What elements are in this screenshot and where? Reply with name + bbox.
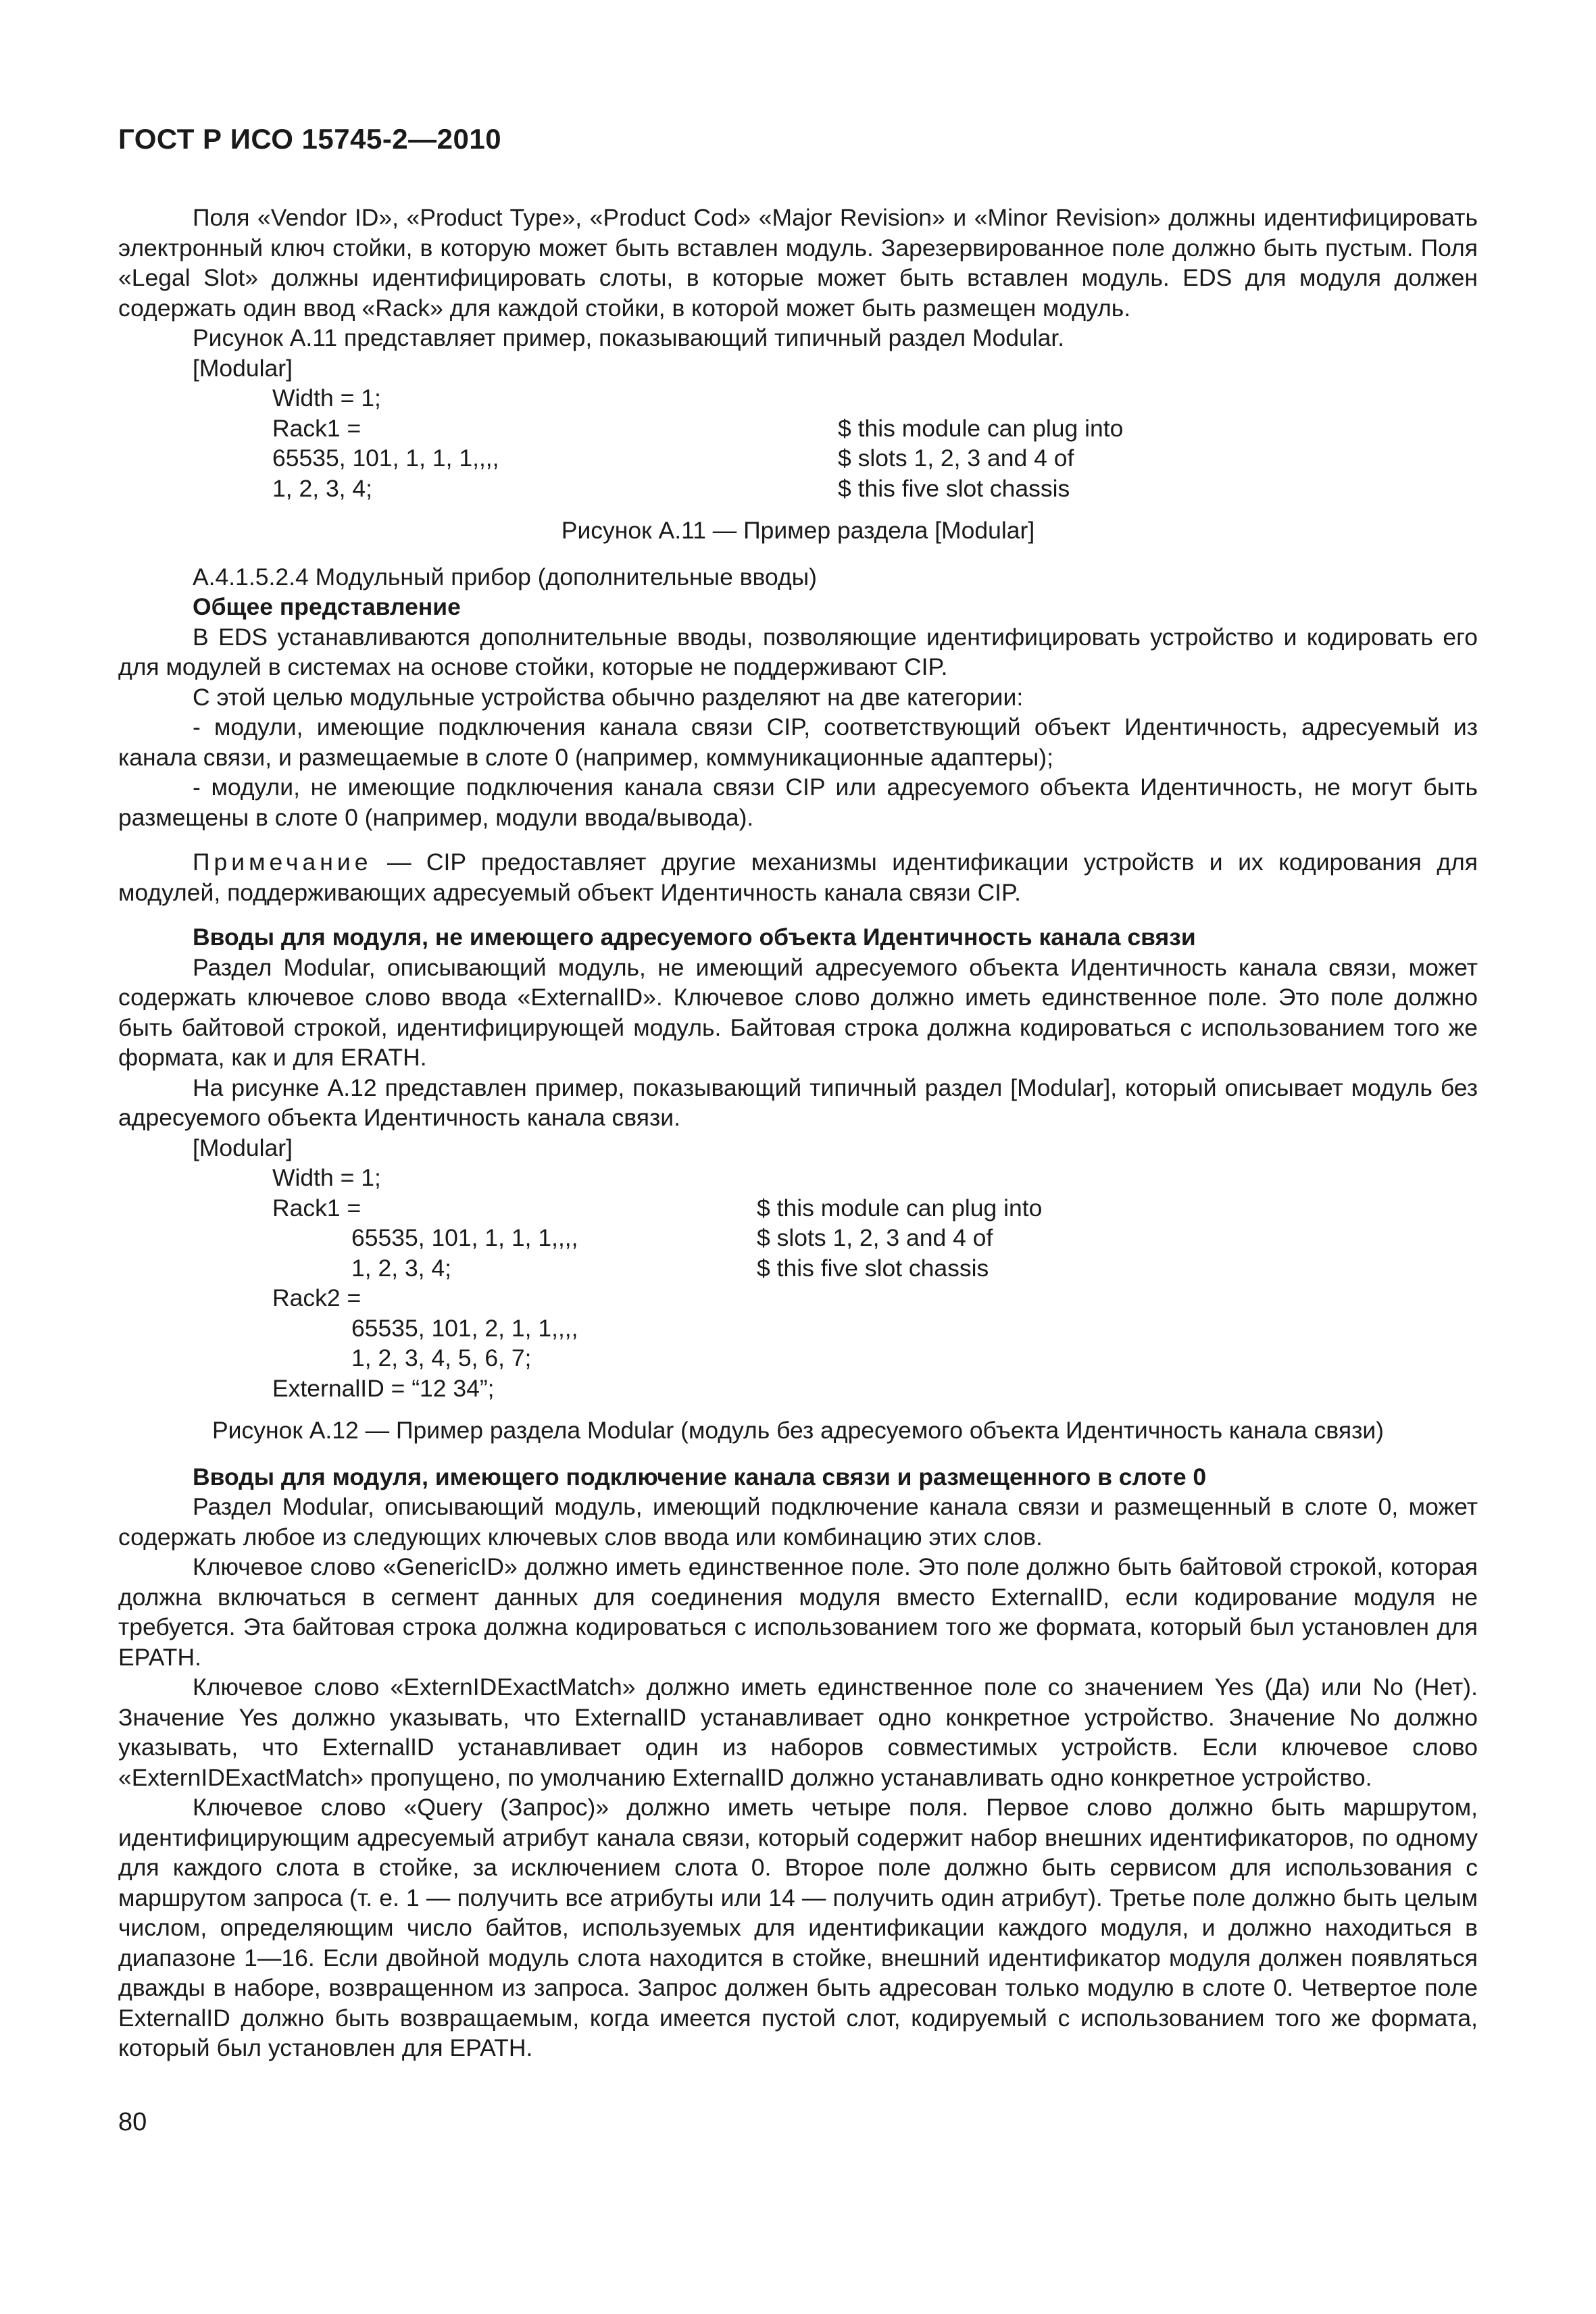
section-heading: Общее представление <box>193 593 461 620</box>
code-comment: $ this module can plug into <box>757 1194 1043 1222</box>
code-left: [Modular] <box>193 354 293 382</box>
paragraph: Поля «Vendor ID», «Product Type», «Product Cod» «Major Revision» и «Minor Revision» должны идентифицировать электронный ключ стойки, в которую может быть вставлен модуль. Зарезервированное поле должно быть пустым. Поля «Legal Slot» должны идентифицировать слоты, в которые может быть вставлен модуль. EDS для модуля должен содержать один ввод «Rack» для каждой стойки, в которой может быть размещен модуль. <box>118 204 1478 322</box>
paragraph: Ключевое слово «Query (Запрос)» должно иметь четыре поля. Первое слово должно быть маршрутом, идентифицирующим адресуемый атрибут канала связи, который содержит набор внешних идентификаторов, по одному для каждого слота в стойке, за исключением слота 0. Второе поле должно быть сервисом для использования с маршрутом запроса (т. е. 1 — получить все атрибуты или 14 — получить один атрибут). Третье поле должно быть целым числом, определяющим число байтов, используемых для идентификации каждого модуля, и должно находиться в диапазоне 1—16. Если двойной модуль слота находится в стойке, внешний идентификатор модуля должен появляться дважды в наборе, возвращенном из запроса. Запрос должен быть адресован только модулю в слоте 0. Четвертое поле ExternalID должно быть возвращаемым, когда имеется пустой слот, кодируемый с использованием того же формата, который был установлен для EPATH. <box>118 1794 1478 2061</box>
code-comment: $ this five slot chassis <box>838 474 1070 502</box>
paragraph: На рисунке А.12 представлен пример, показывающий типичный раздел [Modular], который описывает модуль без адресуемого объекта Идентичность канала связи. <box>118 1074 1478 1131</box>
subsection-heading: Вводы для модуля, имеющего подключение канала связи и размещенного в слоте 0 <box>193 1463 1207 1490</box>
figure-caption: Рисунок А.12 — Пример раздела Modular (модуль без адресуемого объекта Идентичность канала связи) <box>211 1417 1385 1444</box>
figure-a11-code <box>118 353 1478 504</box>
paragraph: Ключевое слово «GenericID» должно иметь единственное поле. Это поле должно быть байтовой строкой, которая должна включаться в сегмент данных для соединения модуля вместо ExternalID, если кодирование модуля не требуется. Эта байтовая строка должна кодироваться с использованием того же формата, который был установлен для EPATH. <box>118 1553 1478 1671</box>
figure-caption: Рисунок А.11 — Пример раздела [Modular] <box>561 517 1035 544</box>
code-comment: $ this module can plug into <box>838 414 1124 442</box>
code-line <box>118 1163 1478 1193</box>
code-left: 65535, 101, 1, 1, 1,,,, <box>351 1224 578 1251</box>
code-left: 1, 2, 3, 4; <box>351 1254 452 1282</box>
code-left: 1, 2, 3, 4, 5, 6, 7; <box>351 1344 532 1372</box>
code-line <box>118 1253 1478 1284</box>
code-left: Rack1 = <box>272 1194 361 1222</box>
code-line <box>118 1283 1478 1313</box>
code-line <box>118 1133 1478 1163</box>
paragraph: Раздел Modular, описывающий модуль, имеющий подключение канала связи и размещенный в слоте 0, может содержать любое из следующих ключевых слов ввода или комбинацию этих слов. <box>118 1493 1478 1551</box>
code-left: ExternalID = “12 34”; <box>272 1374 495 1402</box>
code-left: 1, 2, 3, 4; <box>272 474 373 502</box>
note-label: Примечание <box>193 849 372 876</box>
code-left: 65535, 101, 2, 1, 1,,,, <box>351 1314 578 1342</box>
document-header: ГОСТ Р ИСО 15745-2—2010 <box>118 123 502 155</box>
code-left: [Modular] <box>193 1134 293 1161</box>
paragraph: С этой целью модульные устройства обычно разделяют на две категории: <box>193 683 1024 711</box>
code-line <box>118 1313 1478 1344</box>
code-left: Width = 1; <box>272 1164 381 1191</box>
code-comment: $ this five slot chassis <box>757 1254 989 1282</box>
list-item: - модули, имеющие подключения канала связи CIP, соответствующий объект Идентичность, адресуемый из канала связи, и размещаемые в слоте 0 (например, коммуникационные адаптеры); <box>118 713 1478 771</box>
code-comment: $ slots 1, 2, 3 and 4 of <box>838 445 1074 472</box>
code-comment: $ slots 1, 2, 3 and 4 of <box>757 1224 993 1251</box>
code-line <box>118 1343 1478 1374</box>
list-item: - модули, не имеющие подключения канала связи CIP или адресуемого объекта Идентичность, не могут быть размещены в слоте 0 (например, модули ввода/вывода). <box>118 774 1478 831</box>
paragraph: Раздел Modular, описывающий модуль, не имеющий адресуемого объекта Идентичность канала связи, может содержать ключевое слово ввода «ExternalID». Ключевое слово должно иметь единственное поле. Это поле должно быть байтовой строкой, идентифицирующей модуль. Байтовая строка должна кодироваться с использованием того же формата, как и для ERATH. <box>118 953 1478 1071</box>
note-text: — CIP предоставляет другие механизмы идентификации устройств и их кодирования для модулей, поддерживающих адресуемый объект Идентичность канала связи CIP. <box>118 849 1478 906</box>
page-content <box>118 203 1478 2063</box>
subsection-heading: Вводы для модуля, не имеющего адресуемого объекта Идентичность канала связи <box>193 924 1196 951</box>
section-number: А.4.1.5.2.4 Модульный прибор (дополнительные вводы) <box>193 563 818 590</box>
code-left: Rack1 = <box>272 414 361 442</box>
paragraph: Ключевое слово «ExternIDExactMatch» должно иметь единственное поле со значением Yes (Да) или No (Нет). Значение Yes должно указывать, что ExternalID устанавливает одно конкретное устройство. Значение No должно указывать, что ExternalID устанавливает один из наборов совместимых устройств. Если ключевое слово «ExternIDExactMatch» пропущено, по умолчанию ExternalID должно устанавливать одно конкретное устройство. <box>118 1674 1478 1791</box>
code-line <box>118 443 1478 474</box>
paragraph: В EDS устанавливаются дополнительные вводы, позволяющие идентифицировать устройство и кодировать его для модулей в системах на основе стойки, которые не поддерживают CIP. <box>118 623 1478 680</box>
code-line <box>118 1193 1478 1224</box>
code-left: Rack2 = <box>272 1284 361 1311</box>
note <box>118 847 1478 907</box>
code-left: Width = 1; <box>272 384 381 411</box>
code-line <box>118 1223 1478 1253</box>
code-line <box>118 353 1478 384</box>
page-number: 80 <box>118 2108 147 2136</box>
figure-a12-code <box>118 1133 1478 1404</box>
code-line <box>118 1374 1478 1404</box>
code-line <box>118 474 1478 504</box>
code-line <box>118 383 1478 413</box>
code-left: 65535, 101, 1, 1, 1,,,, <box>272 445 499 472</box>
code-line <box>118 413 1478 444</box>
paragraph: Рисунок А.11 представляет пример, показывающий типичный раздел Modular. <box>193 324 1065 351</box>
